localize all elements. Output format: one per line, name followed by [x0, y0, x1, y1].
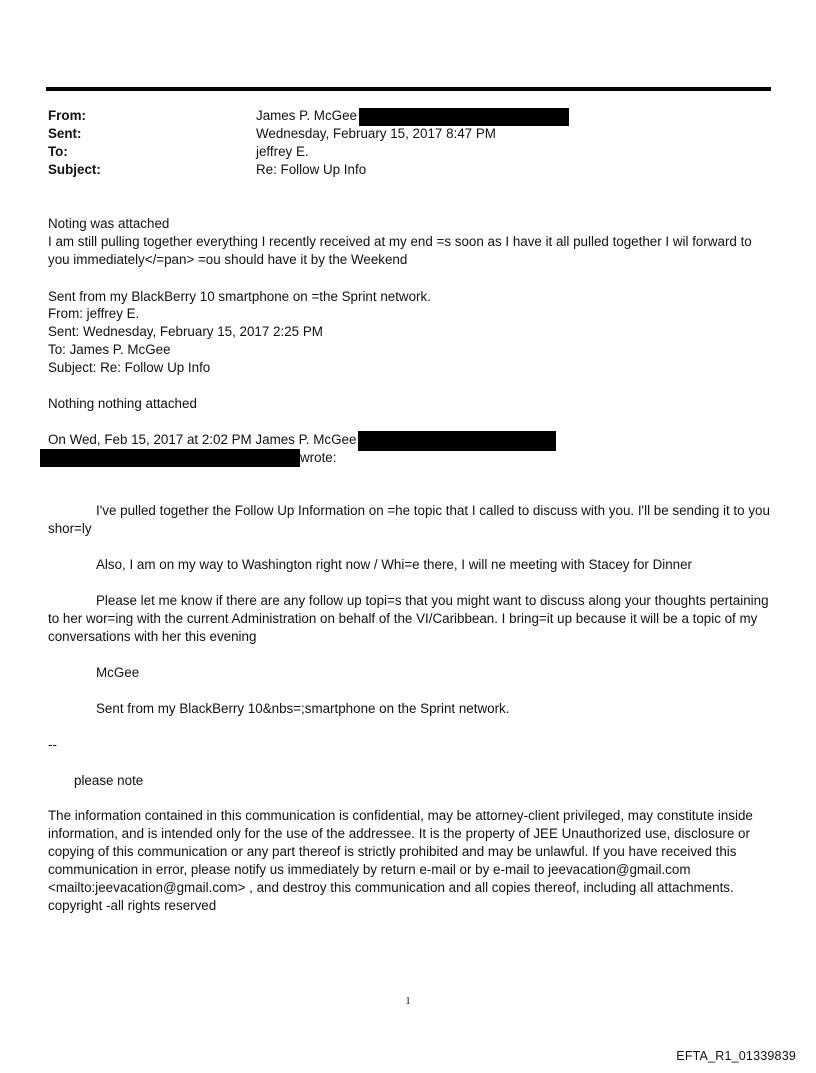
please-note: please note [74, 773, 144, 788]
sent-label: Sent: [48, 126, 82, 141]
to-label: To: [48, 144, 68, 159]
on-date-text: On Wed, Feb 15, 2017 at 2:02 PM James P. McGee [48, 432, 357, 447]
page-number: 1 [405, 995, 411, 1007]
from-label: From: [48, 108, 86, 123]
original-paragraph-1: I've pulled together the Follow Up Information on =he topic that I called to discuss with you. I'll be sending it to you shor=ly [48, 503, 770, 536]
sent-value: Wednesday, February 15, 2017 8:47 PM [256, 126, 496, 141]
on-date-line [48, 431, 556, 451]
reply-paragraph: I am still pulling together everything I recently received at my end =s soon as I have it all pulled together I wil forward to you immediately</=pan> =ou should have it by the Weekend [48, 234, 752, 267]
original-name: McGee [96, 665, 140, 680]
wrote-text: wrote: [300, 450, 337, 465]
redaction-block [359, 108, 569, 126]
redaction-block [358, 431, 556, 451]
header-rule [46, 87, 771, 91]
from-value [256, 108, 569, 126]
quoted-to: To: James P. McGee [48, 342, 171, 357]
document-id: EFTA_R1_01339839 [676, 1049, 796, 1063]
original-paragraph-2: Also, I am on my way to Washington right now / Whi=e there, I will ne meeting with Stacey for Dinner [96, 557, 693, 572]
original-signature: Sent from my BlackBerry 10&nbs=;smartphone on the Sprint network. [96, 701, 510, 716]
quoted-subject: Subject: Re: Follow Up Info [48, 360, 211, 375]
reply-line-1: Noting was attached [48, 216, 170, 231]
quoted-sent: Sent: Wednesday, February 15, 2017 2:25 PM [48, 324, 323, 339]
separator: -- [48, 737, 57, 752]
quoted-from: From: jeffrey E. [48, 306, 140, 321]
original-paragraph-3: Please let me know if there are any follow up topi=s that you might want to discuss along your thoughts pertaining to her wor=ing with the current Administration on behalf of the VI/Caribbean. I bring=it up because it will be a topic of my conversations with her this evening [48, 593, 769, 644]
quoted-message: Nothing nothing attached [48, 396, 197, 411]
to-value: jeffrey E. [256, 144, 309, 159]
subject-value: Re: Follow Up Info [256, 162, 367, 177]
subject-label: Subject: [48, 162, 101, 177]
from-name: James P. McGee [256, 108, 357, 123]
signature-line: Sent from my BlackBerry 10 smartphone on =the Sprint network. [48, 289, 431, 304]
disclaimer-paragraph: The information contained in this communication is confidential, may be attorney-client privileged, may constitute inside information, and is intended only for the use of the addressee. It is the property of JEE Unauthorized use, disclosure or copying of this communication or any part thereof is strictly prohibited and may be unlawful. If you have received this communication in error, please notify us immediately by return e-mail or by e-mail to jeevacation@gmail.com <mailto:jeevacation@gmail.com> , and destroy this communication and all copies thereof, including all attachments. copyright -all rights reserved [48, 808, 753, 913]
redaction-block [40, 449, 300, 467]
wrote-line [40, 449, 336, 467]
